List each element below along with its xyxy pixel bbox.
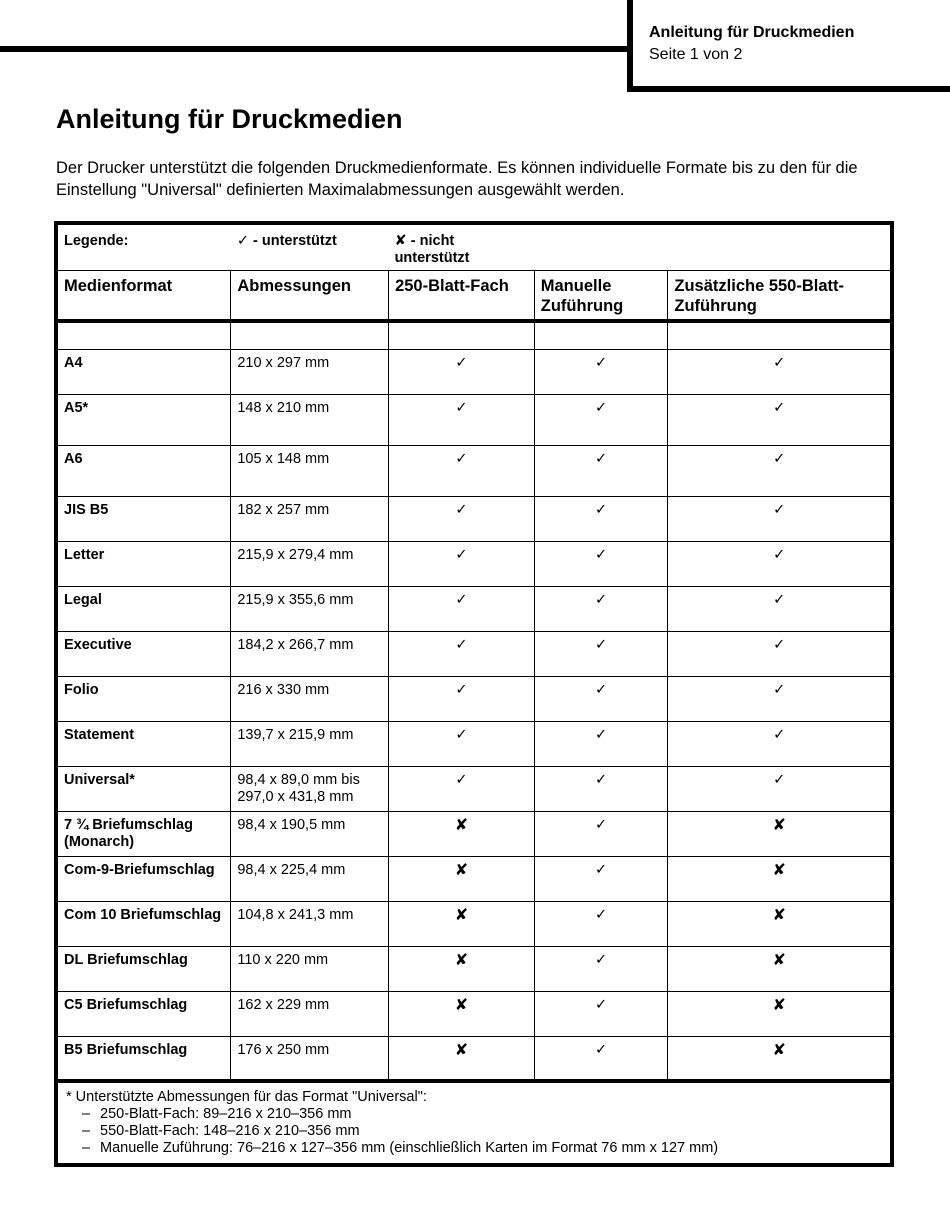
legend-empty [668,223,892,271]
manual-feeder-mark: ✓ [534,1036,668,1081]
table-spacer-row [56,321,892,349]
manual-feeder-mark: ✓ [534,676,668,721]
table-row [56,1036,892,1081]
table-row [56,991,892,1036]
table-row [56,631,892,676]
table-row [56,721,892,766]
manual-feeder-mark: ✓ [534,541,668,586]
dimensions-cell: 98,4 x 190,5 mm [231,811,389,856]
table-row [56,676,892,721]
manual-feeder-mark: ✓ [534,586,668,631]
header-page-number: Seite 1 von 2 [649,46,743,63]
legend-not-supported: ✘ - nicht unterstützt [389,223,535,271]
tray-250-mark: ✘ [389,991,535,1036]
top-rule [0,46,630,52]
tray-550-mark: ✓ [668,631,892,676]
tray-250-mark: ✓ [389,541,535,586]
dimensions-cell: 182 x 257 mm [231,496,389,541]
table-cell [668,321,892,349]
dimensions-cell: 98,4 x 225,4 mm [231,856,389,901]
dimensions-cell: 216 x 330 mm [231,676,389,721]
footnote-item: – 550-Blatt-Fach: 148–216 x 210–356 mm [82,1123,360,1139]
format-cell: B5 Briefumschlag [56,1036,231,1081]
footnote-row [56,1081,892,1165]
footnote-title: * Unterstützte Abmessungen für das Format "Universal": [66,1089,427,1105]
tray-550-mark: ✓ [668,586,892,631]
format-cell: JIS B5 [56,496,231,541]
tray-550-mark: ✓ [668,676,892,721]
table-row [56,394,892,445]
dimensions-cell: 176 x 250 mm [231,1036,389,1081]
tray-550-mark: ✘ [668,991,892,1036]
tray-550-mark: ✓ [668,349,892,394]
tray-250-mark: ✓ [389,586,535,631]
tray-250-mark: ✘ [389,811,535,856]
manual-feeder-mark: ✓ [534,766,668,811]
tray-550-mark: ✓ [668,394,892,445]
tray-550-mark: ✓ [668,445,892,496]
dimensions-cell: 184,2 x 266,7 mm [231,631,389,676]
manual-feeder-mark: ✓ [534,946,668,991]
dimensions-cell: 210 x 297 mm [231,349,389,394]
tray-550-mark: ✘ [668,946,892,991]
format-cell: Universal* [56,766,231,811]
tray-250-mark: ✓ [389,766,535,811]
legend-empty [534,223,668,271]
format-cell: Folio [56,676,231,721]
dimensions-cell: 162 x 229 mm [231,991,389,1036]
tray-250-mark: ✓ [389,394,535,445]
format-cell: Legal [56,586,231,631]
manual-feeder-mark: ✓ [534,721,668,766]
table-row [56,541,892,586]
dimensions-cell: 104,8 x 241,3 mm [231,901,389,946]
tray-550-mark: ✓ [668,541,892,586]
table-header-row [56,271,892,322]
table-cell [389,321,535,349]
table-row [56,901,892,946]
format-cell: Com 10 Briefumschlag [56,901,231,946]
format-cell: C5 Briefumschlag [56,991,231,1036]
column-header: Manuelle Zuführung [534,271,668,322]
tray-550-mark: ✓ [668,496,892,541]
table-row [56,946,892,991]
tray-250-mark: ✓ [389,676,535,721]
dimensions-cell: 215,9 x 279,4 mm [231,541,389,586]
tray-250-mark: ✓ [389,631,535,676]
manual-feeder-mark: ✓ [534,991,668,1036]
tray-250-mark: ✘ [389,946,535,991]
format-cell: Letter [56,541,231,586]
dimensions-cell: 139,7 x 215,9 mm [231,721,389,766]
tray-550-mark: ✘ [668,811,892,856]
legend-row [56,223,892,271]
tray-250-mark: ✓ [389,496,535,541]
table-body [56,349,892,1081]
column-header: 250-Blatt-Fach [389,271,535,322]
table-row [56,856,892,901]
table-cell [534,321,668,349]
manual-feeder-mark: ✓ [534,631,668,676]
dimensions-cell: 215,9 x 355,6 mm [231,586,389,631]
tray-250-mark: ✓ [389,445,535,496]
format-cell: A5* [56,394,231,445]
format-cell: A6 [56,445,231,496]
footnote-item: – Manuelle Zuführung: 76–216 x 127–356 mm (einschließlich Karten im Format 76 mm x 127 mm) [82,1140,719,1156]
table-row [56,349,892,394]
format-cell: DL Briefumschlag [56,946,231,991]
tray-250-mark: ✘ [389,856,535,901]
table-cell [56,321,231,349]
table-row [56,811,892,856]
footnote-cell [56,1081,892,1165]
tray-250-mark: ✓ [389,349,535,394]
header-box [627,0,950,92]
manual-feeder-mark: ✓ [534,394,668,445]
table-row [56,766,892,811]
manual-feeder-mark: ✓ [534,445,668,496]
header-title: Anleitung für Druckmedien [649,24,855,41]
legend-supported: ✓ - unterstützt [231,223,389,271]
manual-feeder-mark: ✓ [534,901,668,946]
tray-550-mark: ✘ [668,901,892,946]
dimensions-cell: 148 x 210 mm [231,394,389,445]
tray-550-mark: ✓ [668,766,892,811]
manual-feeder-mark: ✓ [534,856,668,901]
page-title: Anleitung für Druckmedien [56,104,403,134]
dimensions-cell: 110 x 220 mm [231,946,389,991]
column-header: Medienformat [56,271,231,322]
table-row [56,445,892,496]
format-cell: Com-9-Briefumschlag [56,856,231,901]
intro-text: Der Drucker unterstützt die folgenden Druckmedienformate. Es können individuelle Formate bis zu den für die Einstellung "Universal" definierten Maximalabmessungen ausgewählt werden. [56,159,858,199]
format-cell: Executive [56,631,231,676]
manual-feeder-mark: ✓ [534,811,668,856]
format-cell: Statement [56,721,231,766]
dimensions-cell: 98,4 x 89,0 mm bis 297,0 x 431,8 mm [231,766,389,811]
tray-550-mark: ✘ [668,856,892,901]
footnote-item: – 250-Blatt-Fach: 89–216 x 210–356 mm [82,1106,352,1122]
table-row [56,496,892,541]
media-table [54,221,894,1167]
tray-550-mark: ✓ [668,721,892,766]
table-cell [231,321,389,349]
table-row [56,586,892,631]
format-cell: 7 ¾ Briefumschlag (Monarch) [56,811,231,856]
tray-550-mark: ✘ [668,1036,892,1081]
column-header: Zusätzliche 550-Blatt-Zuführung [668,271,892,322]
tray-250-mark: ✓ [389,721,535,766]
dimensions-cell: 105 x 148 mm [231,445,389,496]
format-cell: A4 [56,349,231,394]
tray-250-mark: ✘ [389,901,535,946]
manual-feeder-mark: ✓ [534,349,668,394]
column-header: Abmessungen [231,271,389,322]
legend-label: Legende: [56,223,231,271]
manual-feeder-mark: ✓ [534,496,668,541]
tray-250-mark: ✘ [389,1036,535,1081]
